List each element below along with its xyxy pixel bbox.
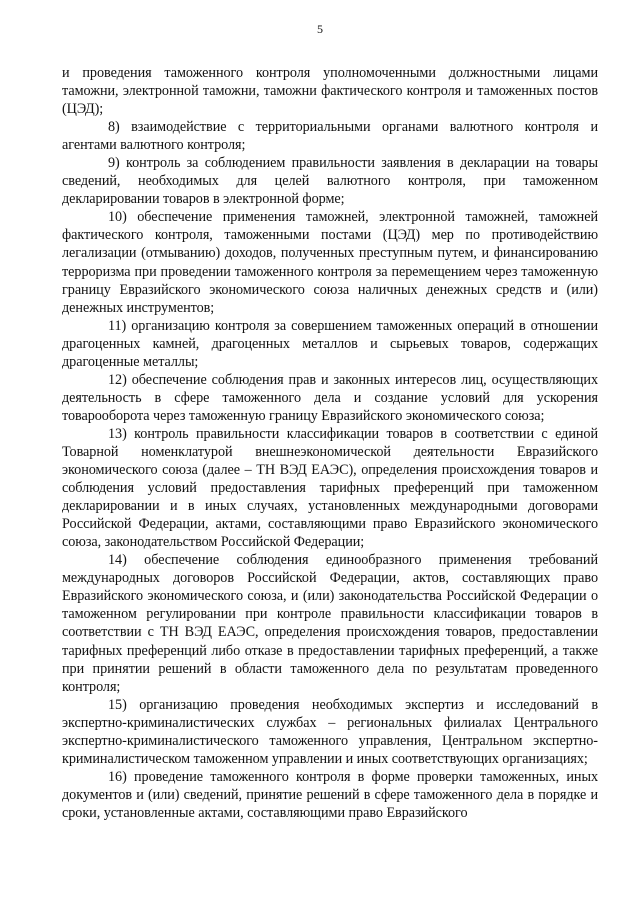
paragraph-item-12: 12) обеспечение соблюдения прав и законных интересов лиц, осуществляющих деятельность в сфере таможенного дела и создание условий для ускорения товарооборота через таможенную границу Евразийского экономического союза; [62,371,598,424]
paragraph-item-9: 9) контроль за соблюдением правильности заявления в декларации на товары сведений, необходимых для целей валютного контроля, при таможенном декларировании товаров в электронной форме; [62,155,598,208]
paragraph-item-8: 8) взаимодействие с территориальными органами валютного контроля и агентами валютного контроля; [62,119,598,154]
paragraph-item-10: 10) обеспечение применения таможней, электронной таможней, таможней фактического контроля, таможенными постами (ЦЭД) мер по противодействию легализации (отмыванию) доходов, полученных преступным путем, и финансированию терроризма при проведении таможенного контроля за перемещением через таможенную границу Евразийского экономического союза наличных денежных средств и (или) денежных инструментов; [62,209,598,316]
paragraph-item-11: 11) организацию контроля за совершением таможенных операций в отношении драгоценных камней, драгоценных металлов и сырьевых товаров, содержащих драгоценные металлы; [62,317,598,370]
paragraph-item-14: 14) обеспечение соблюдения единообразного применения требований международных договоров Российской Федерации, актов, составляющих право Евразийского экономического союза, и (или) законодательства Российской Федерации о таможенном регулировании при контроле правильности классификации товаров в соответствии с ТН ВЭД ЕАЭС, определения происхождения товаров, предоставлении тарифных преференций либо отказе в предоставлении тарифных преференций, а также при принятии решений в области таможенного дела по результатам проведенного контроля; [62,552,598,695]
paragraph-item-15: 15) организацию проведения необходимых экспертиз и исследований в экспертно-криминалистических службах – региональных филиалах Центрального экспертно-криминалистического таможенного управления, Центральном экспертно-криминалистическом таможенном управлении и иных соответствующих организациях; [62,696,598,767]
page-number: 5 [317,22,323,36]
paragraph-continuation: и проведения таможенного контроля уполномоченными должностными лицами таможни, электронной таможни, таможни фактического контроля и таможенных постов (ЦЭД); [62,65,598,118]
document-body [62,64,598,822]
paragraph-item-16: 16) проведение таможенного контроля в форме проверки таможенных, иных документов и (или) сведений, принятие решений в сфере таможенного дела в порядке и сроки, установленные актами, составляющими право Евразийского [62,768,598,821]
paragraph-item-13: 13) контроль правильности классификации товаров в соответствии с единой Товарной номенклатурой внешнеэкономической деятельности Евразийского экономического союза (далее – ТН ВЭД ЕАЭС), определения происхождения товаров и соблюдения условий предоставления тарифных преференций при таможенном декларировании и в иных случаях, установленных международными договорами Российской Федерации, актами, составляющими право Евразийского экономического союза, законодательством Российской Федерации; [62,425,598,551]
